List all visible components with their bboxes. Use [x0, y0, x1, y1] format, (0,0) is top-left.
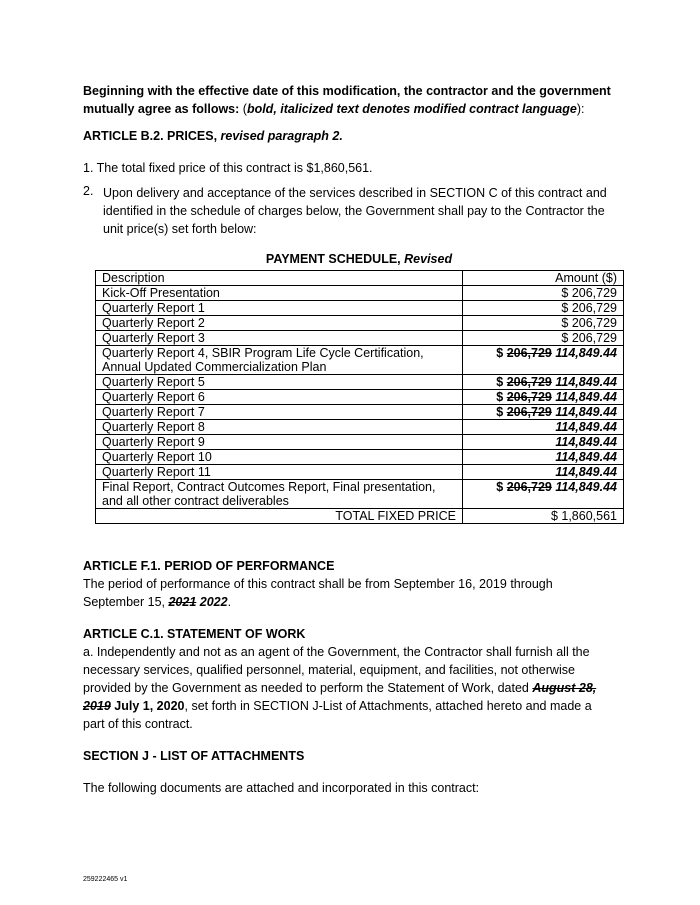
- new-amount: 114,849.44: [555, 450, 617, 464]
- row-description: Quarterly Report 11: [96, 465, 463, 480]
- new-amount: 114,849.44: [555, 435, 617, 449]
- table-row: [96, 420, 624, 435]
- row-amount: [463, 465, 624, 480]
- row-description: Quarterly Report 9: [96, 435, 463, 450]
- new-amount: 114,849.44: [555, 480, 617, 494]
- row-amount: [463, 450, 624, 465]
- row-amount: [463, 435, 624, 450]
- row-description: Final Report, Contract Outcomes Report, Final presentation, and all other contract deliverables: [96, 480, 463, 509]
- amount-prefix: $: [496, 346, 507, 360]
- payment-schedule-table: [95, 270, 624, 524]
- table-row: [96, 390, 624, 405]
- table-row: [96, 465, 624, 480]
- row-description: Quarterly Report 3: [96, 331, 463, 346]
- total-label: TOTAL FIXED PRICE: [96, 509, 463, 524]
- table-row: [96, 286, 624, 301]
- section-j-heading: SECTION J - LIST OF ATTACHMENTS: [83, 749, 305, 763]
- payment-schedule-title: PAYMENT SCHEDULE, Revised: [265, 252, 453, 266]
- amount-prefix: $: [496, 390, 507, 404]
- amount-prefix: $: [496, 375, 507, 389]
- table-row: [96, 480, 624, 509]
- amount-prefix: $: [496, 405, 507, 419]
- intro-paren-open: (: [239, 102, 247, 116]
- article-f1-text: The period of performance of this contract shall be from September 16, 2019 through September 15, 2021 2022.: [83, 577, 553, 609]
- table-row: [96, 375, 624, 390]
- table-row: [96, 316, 624, 331]
- row-amount: [463, 390, 624, 405]
- document-id-footer: 259222465 v1: [83, 876, 128, 883]
- row-description: Kick-Off Presentation: [96, 286, 463, 301]
- row-amount: [463, 375, 624, 390]
- old-amount: 206,729: [506, 375, 552, 389]
- payment-schedule-title-italic: Revised: [404, 252, 453, 266]
- old-amount: 206,729: [506, 390, 552, 404]
- new-amount: 114,849.44: [555, 420, 617, 434]
- old-amount: 206,729: [506, 480, 552, 494]
- article-b2-item-2-text: Upon delivery and acceptance of the services described in SECTION C of this contract and identified in the schedule of charges below, the Government shall pay to the Contractor the unit price(s) set forth below:: [103, 186, 607, 236]
- article-f1-new-year: 2022: [199, 595, 228, 609]
- article-f1-old-year: 2021: [168, 595, 197, 609]
- table-row: [96, 331, 624, 346]
- row-description: Quarterly Report 4, SBIR Program Life Cycle Certification, Annual Updated Commercialization Plan: [96, 346, 463, 375]
- article-c1-text: a. Independently and not as an agent of the Government, the Contractor shall furnish all the necessary services, qualified personnel, material, equipment, and facilities, not otherwise provided by the Government as needed to perform the Statement of Work, dated August 28, 2019 July 1, 2020, set forth in SECTION J-List of Attachments, attached hereto and made a part of this contract.: [83, 645, 597, 731]
- header-amount: Amount ($): [463, 271, 624, 286]
- intro-paragraph: [83, 82, 623, 118]
- row-amount: $ 206,729: [463, 331, 624, 346]
- row-description: Quarterly Report 2: [96, 316, 463, 331]
- table-row: [96, 301, 624, 316]
- new-amount: 114,849.44: [555, 375, 617, 389]
- table-row: [96, 450, 624, 465]
- article-c1-new-date: July 1, 2020: [114, 699, 185, 713]
- row-amount: $ 206,729: [463, 301, 624, 316]
- intro-note: bold, italicized text denotes modified contract language: [246, 102, 577, 116]
- amount-prefix: $: [496, 480, 507, 494]
- intro-paren-close: ):: [576, 102, 585, 116]
- total-amount: $ 1,860,561: [463, 509, 624, 524]
- row-amount: [463, 420, 624, 435]
- row-amount: [463, 405, 624, 420]
- row-description: Quarterly Report 8: [96, 420, 463, 435]
- row-description: Quarterly Report 5: [96, 375, 463, 390]
- row-description: Quarterly Report 7: [96, 405, 463, 420]
- article-f1-heading: ARTICLE F.1. PERIOD OF PERFORMANCE: [83, 559, 335, 573]
- new-amount: 114,849.44: [555, 346, 617, 360]
- row-amount: [463, 346, 624, 375]
- article-b2-item-1: 1. The total fixed price of this contract is $1,860,561.: [83, 161, 373, 175]
- table-row: [96, 405, 624, 420]
- table-row: [96, 435, 624, 450]
- article-c1-old-date: August 28, 2019: [83, 681, 597, 713]
- new-amount: 114,849.44: [555, 405, 617, 419]
- section-j-text: The following documents are attached and incorporated in this contract:: [83, 781, 480, 795]
- row-description: Quarterly Report 6: [96, 390, 463, 405]
- row-description: Quarterly Report 1: [96, 301, 463, 316]
- intro-bold-text: Beginning with the effective date of this modification, the contractor and the government mutually agree as follows:: [83, 84, 611, 116]
- total-row: [96, 509, 624, 524]
- new-amount: 114,849.44: [555, 390, 617, 404]
- old-amount: 206,729: [506, 405, 552, 419]
- row-amount: $ 206,729: [463, 286, 624, 301]
- row-amount: $ 206,729: [463, 316, 624, 331]
- article-c1-heading: ARTICLE C.1. STATEMENT OF WORK: [83, 627, 306, 641]
- article-b2-item-2-number: 2.: [83, 184, 94, 198]
- row-description: Quarterly Report 10: [96, 450, 463, 465]
- table-header-row: [96, 271, 624, 286]
- new-amount: 114,849.44: [555, 465, 617, 479]
- article-b2-heading: ARTICLE B.2. PRICES, revised paragraph 2.: [83, 129, 343, 143]
- row-amount: [463, 480, 624, 509]
- article-b2-heading-italic: revised paragraph 2.: [220, 129, 343, 143]
- old-amount: 206,729: [506, 346, 552, 360]
- table-row: [96, 346, 624, 375]
- header-description: Description: [96, 271, 463, 286]
